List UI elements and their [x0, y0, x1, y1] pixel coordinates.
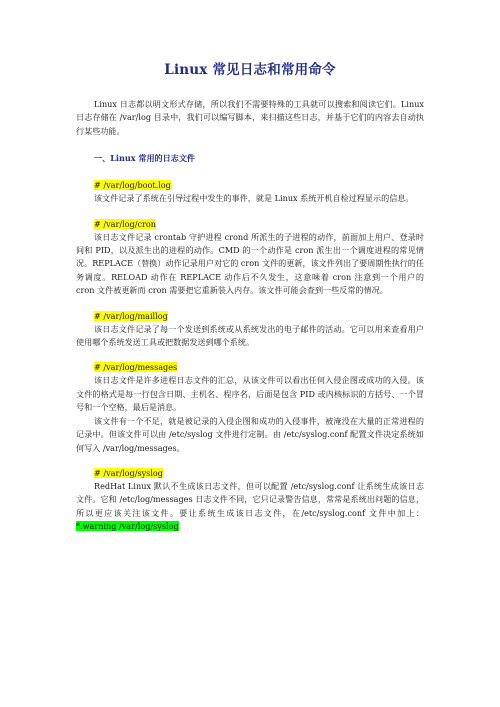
log-path: # /var/log/boot.log — [94, 180, 171, 191]
log-description — [76, 480, 424, 534]
log-entry-cron — [76, 218, 424, 298]
document-page — [76, 60, 424, 534]
log-description: 该文件记录了系统在引导过程中发生的事件，就是 Linux 系统开机自检过程显示的信息。 — [94, 193, 414, 204]
syslog-text: RedHat Linux 默认不生成该日志文件，但可以配置 /etc/syslog.conf 让系统生成该日志文件。它和 /etc/log/messages 日志文件不同，它只记录警告信息，常常是系统出问题的信息，所以更应该关注该文件。要让系统生成该日志文件，在/etc/syslog.conf 文件中加上： — [76, 480, 424, 518]
syslog-config-highlight: *.warning /var/log/syslog — [76, 521, 179, 532]
log-entry-boot — [76, 179, 424, 205]
log-description: 该日志文件是许多进程日志文件的汇总，从该文件可以看出任何入侵企图或成功的入侵。该文件的格式是每一行包含日期、主机名、程序名，后面是包含 PID 或内核标识的方括号、一个冒号和一个空格，最后是消息。 — [76, 375, 424, 413]
log-entry-messages — [76, 361, 424, 454]
log-description: 该日志文件记录 crontab 守护进程 crond 所派生的子进程的动作，前面加上用户、登录时间和 PID，以及派生出的进程的动作。CMD 的一个动作是 cron 派生出一个调度进程的常见情况。REPLACE（替换）动作记录用户对它的 cron 文件的更新，该文件列出了要周期性执行的任务调度。RELOAD 动作在 REPLACE 动作后不久发生，这意味着 cron 注意到一个用户的 cron 文件被更新而 cron 需要把它重新装入内存。该文件可能会查到一些反常的情况。 — [76, 231, 424, 296]
log-entry-maillog — [76, 310, 424, 350]
log-path: # /var/log/cron — [94, 218, 156, 229]
log-path: # /var/log/syslog — [94, 467, 163, 478]
document-title: Linux 常见日志和常用命令 — [164, 62, 336, 78]
log-path: # /var/log/maillog — [94, 310, 168, 321]
section-heading: 一、Linux 常用的日志文件 — [94, 153, 196, 164]
log-entry-syslog — [76, 467, 424, 534]
log-path: # /var/log/messages — [94, 362, 178, 373]
log-description: 该日志文件记录了每一个发送到系统或从系统发出的电子邮件的活动。它可以用来查看用户使用哪个系统发送工具或把数据发送到哪个系统。 — [76, 323, 424, 348]
log-description: 该文件有一个不足，就是被记录的入侵企图和成功的入侵事件，被淹没在大量的正常进程的记录中。但该文件可以由 /etc/syslog 文件进行定制。由 /etc/syslog.conf 配置文件决定系统如何写入 /var/log/messages。 — [76, 415, 424, 453]
intro-paragraph: Linux 日志都以明文形式存储，所以我们不需要特殊的工具就可以搜索和阅读它们。Linux 日志存储在 /var/log 目录中，我们可以编写脚本，来扫描这些日志，并基于它们的内容去自动执行某些功能。 — [76, 99, 424, 136]
